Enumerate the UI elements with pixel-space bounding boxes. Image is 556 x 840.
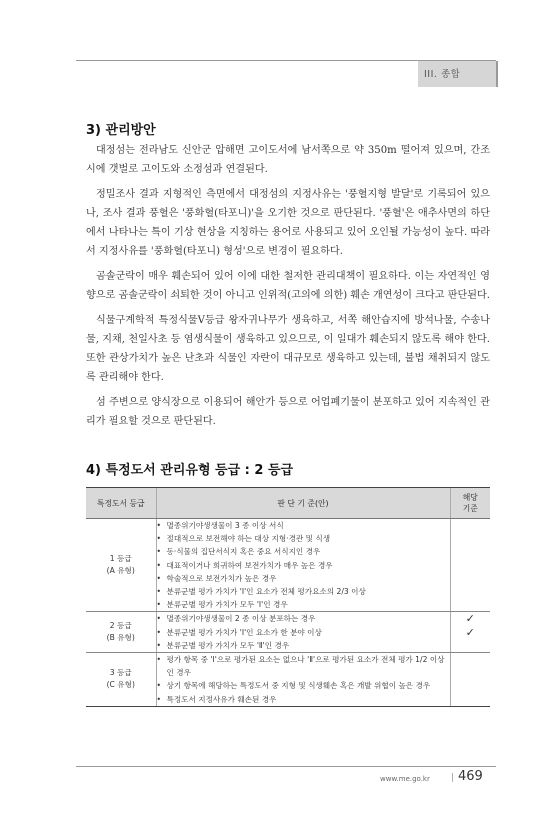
criteria-cell: [156, 653, 450, 707]
grade-cell: [86, 519, 156, 612]
criteria-cell: [156, 612, 450, 653]
section-4-heading: 4) 특정도서 관리유형 등급 : 2 등급: [86, 463, 294, 478]
check-mark: [451, 598, 491, 611]
chapter-label: III. 종합: [424, 69, 461, 80]
applicable-cell: [450, 653, 490, 707]
grade-cell: [86, 653, 156, 707]
table-row: [86, 519, 490, 612]
footer-url[interactable]: www.me.go.kr: [380, 775, 430, 783]
criterion-item: • 멸종위기야생생물이 3 종 이상 서식: [157, 519, 450, 532]
criterion-item: • 학술적으로 보전가치가 높은 경우: [157, 572, 450, 585]
check-mark: ✓: [465, 612, 475, 626]
applicable-cell: [450, 519, 490, 612]
header-applicable-line1: 해당: [462, 493, 478, 502]
grade-table: [86, 487, 490, 707]
paragraph-pine: 곰솔군락이 매우 훼손되어 있어 이에 대한 철저한 관리대책이 필요하다. 이는 자연적인 영향으로 곰솔군락이 쇠퇴한 것이 아니고 인위적(고의에 의한) 훼손 개연성이 크다고 판단된다.: [86, 271, 490, 301]
check-mark: [451, 545, 491, 558]
table-row: [86, 612, 490, 653]
criterion-item: • 분류군별 평가 가치가 모두 'Ⅰ'인 경우: [157, 598, 450, 611]
paragraph-survey: 정밀조사 결과 지형적인 측면에서 대정섬의 지정사유는 '풍혈지형 발달'로 기록되어 있으나, 조사 결과 풍혈은 '풍화혈(타포니)'을 오기한 것으로 판단된다. '풍혈'은 애추사면의 하단에서 나타나는 특이 기상 현상을 지칭하는 용어로 사용되고 있어 오인될 가능성이 높다. 따라서 지정사유를 '풍화혈(타포니) 형성'으로 변경이 필요하다.: [86, 189, 490, 257]
check-mark: [451, 673, 491, 686]
paragraph-flora: 식물구계학적 특정식물V등급 왕자귀나무가 생육하고, 서쪽 해안습지에 방석나물, 수송나물, 지채, 천일사초 등 염생식물이 생육하고 있으므로, 이 일대가 훼손되지 않도록 해야 한다. 또한 관상가치가 높은 난초과 식물인 자란이 대규모로 생육하고 있는데, 불법 채취되지 않도록 관리해야 한다.: [86, 315, 490, 383]
grade-label: 3 등급: [109, 668, 132, 678]
applicable-cell: [450, 612, 490, 653]
criteria-cell: [156, 519, 450, 612]
paragraph-location: 대정섬는 전라남도 신안군 압해면 고이도서에 남서쪽으로 약 350m 떨어져 있으며, 간조 시에 갯벌로 고이도와 소정섬과 연결된다.: [86, 145, 490, 175]
criterion-item: • 대표적이거나 희귀하여 보전가치가 매우 높은 경우: [157, 559, 450, 572]
section-3-heading: 3) 관리방안: [86, 123, 156, 138]
paragraph-waste: 섬 주변으로 양식장으로 이용되어 해안가 등으로 어업폐기물이 분포하고 있어 지속적인 관리가 필요할 것으로 판단된다.: [86, 397, 490, 427]
check-mark: [451, 519, 491, 532]
header-criteria: 판 단 기 준(안): [156, 488, 450, 519]
criterion-item: • 절대적으로 보전해야 하는 대상 지형·경관 및 식생: [157, 532, 450, 545]
check-mark: [451, 660, 491, 673]
header-applicable: [450, 488, 490, 519]
check-mark: [451, 532, 491, 545]
grade-label: 2 등급: [109, 621, 132, 631]
criterion-item: • 동·식물의 집단서식지 혹은 중요 서식지인 경우: [157, 545, 450, 558]
check-mark: [451, 686, 491, 699]
footer-rule: [76, 766, 496, 767]
criterion-item: • 분류군별 평가 가치가 'Ⅰ'인 요소가 전체 평가요소의 2/3 이상: [157, 585, 450, 598]
header-applicable-line2: 기준: [462, 504, 478, 513]
grade-type: (A 유형): [106, 566, 135, 576]
check-mark: [451, 585, 491, 598]
criterion-item: • 평가 항목 중 'Ⅰ'으로 평가된 요소는 없으나 'Ⅱ'으로 평가된 요소가 전체 평가 1/2 이상인 경우: [157, 653, 450, 679]
section-3-body: [86, 141, 490, 431]
grade-type: (B 유형): [106, 633, 135, 643]
grade-type: (C 유형): [106, 680, 135, 690]
footer-separator: |: [451, 773, 455, 783]
check-mark: [451, 639, 491, 652]
check-mark: [451, 572, 491, 585]
grade-label: 1 등급: [109, 554, 132, 564]
criterion-item: • 상기 항목에 해당하는 특정도서 중 지형 및 식생훼손 혹은 개발 위협이 높은 경우: [157, 679, 450, 692]
check-mark: [451, 559, 491, 572]
page-number: 469: [458, 769, 483, 784]
criterion-item: • 멸종위기야생생물이 2 종 이상 분포하는 경우: [157, 612, 450, 625]
check-mark: ✓: [465, 625, 475, 639]
grade-table-header: [86, 488, 490, 519]
criterion-item: • 분류군별 평가 가치가 'Ⅰ'인 요소가 한 분야 이상: [157, 626, 450, 639]
criterion-item: • 분류군별 평가 가치가 모두 'Ⅱ'인 경우: [157, 639, 450, 652]
grade-cell: [86, 612, 156, 653]
criterion-item: • 특정도서 지정사유가 훼손된 경우: [157, 693, 450, 706]
header-grade: 특정도서 등급: [86, 488, 156, 519]
table-row: [86, 653, 490, 707]
header-tab-edge: [496, 61, 498, 87]
